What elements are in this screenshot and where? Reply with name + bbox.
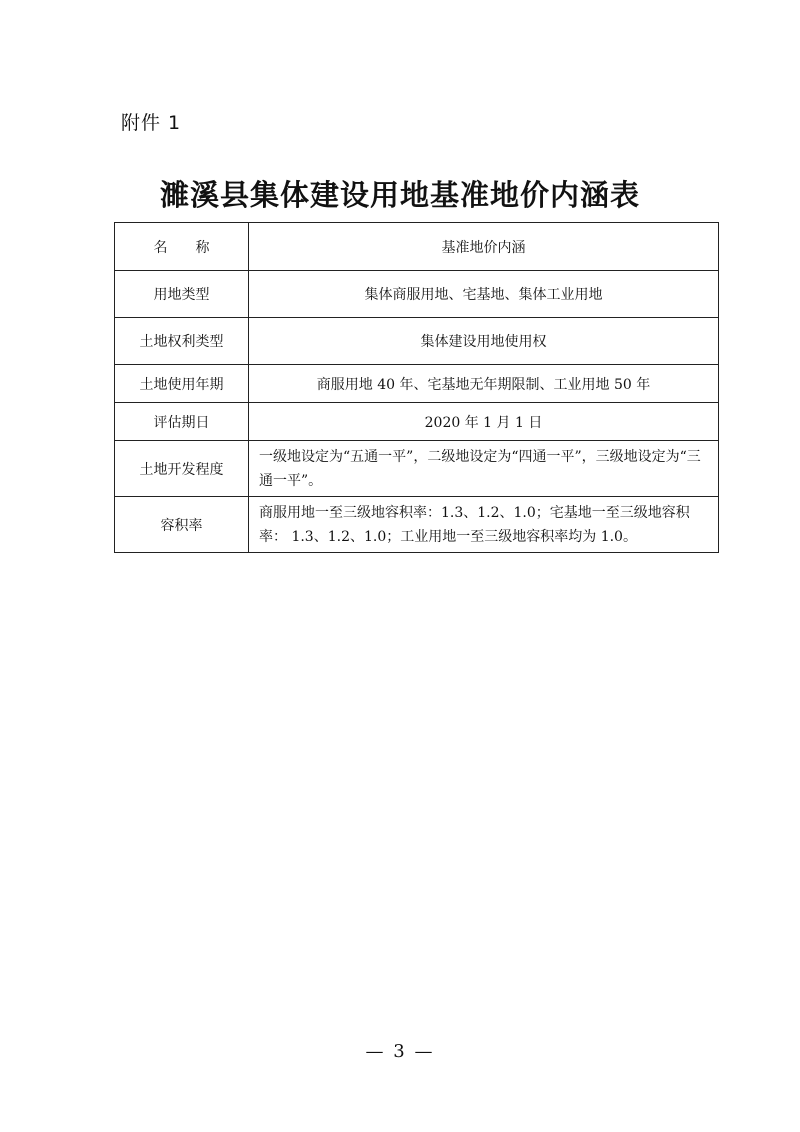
row-label-plot-ratio: 容积率 [115, 497, 249, 553]
row-label-valuation-date: 评估期日 [115, 403, 249, 441]
row-value-development-level: 一级地设定为“五通一平”，二级地设定为“四通一平”，三级地设定为“三通一平”。 [249, 441, 719, 497]
row-value-valuation-date: 2020 年 1 月 1 日 [249, 403, 719, 441]
row-value-land-use-type: 集体商服用地、宅基地、集体工业用地 [249, 271, 719, 318]
table-row [115, 365, 719, 403]
table-header-row [115, 223, 719, 271]
row-value-right-type: 集体建设用地使用权 [249, 318, 719, 365]
table-row [115, 271, 719, 318]
row-value-plot-ratio: 商服用地一至三级地容积率：1.3、1.2、1.0；宅基地一至三级地容积率： 1.3、1.2、1.0；工业用地一至三级地容积率均为 1.0。 [249, 497, 719, 553]
table-row [115, 403, 719, 441]
row-label-land-use-type: 用地类型 [115, 271, 249, 318]
row-value-use-term: 商服用地 40 年、宅基地无年期限制、工业用地 50 年 [249, 365, 719, 403]
table-row [115, 441, 719, 497]
row-label-right-type: 土地权利类型 [115, 318, 249, 365]
page-number: — 3 — [365, 1041, 435, 1062]
row-label-use-term: 土地使用年期 [115, 365, 249, 403]
row-label-development-level: 土地开发程度 [115, 441, 249, 497]
header-name: 名称 [115, 223, 249, 271]
document-title: 濉溪县集体建设用地基准地价内涵表 [159, 178, 640, 212]
table-row [115, 318, 719, 365]
table-row [115, 497, 719, 553]
header-content: 基准地价内涵 [249, 223, 719, 271]
land-price-connotation-table [114, 222, 719, 553]
attachment-label: 附件 1 [121, 112, 182, 134]
